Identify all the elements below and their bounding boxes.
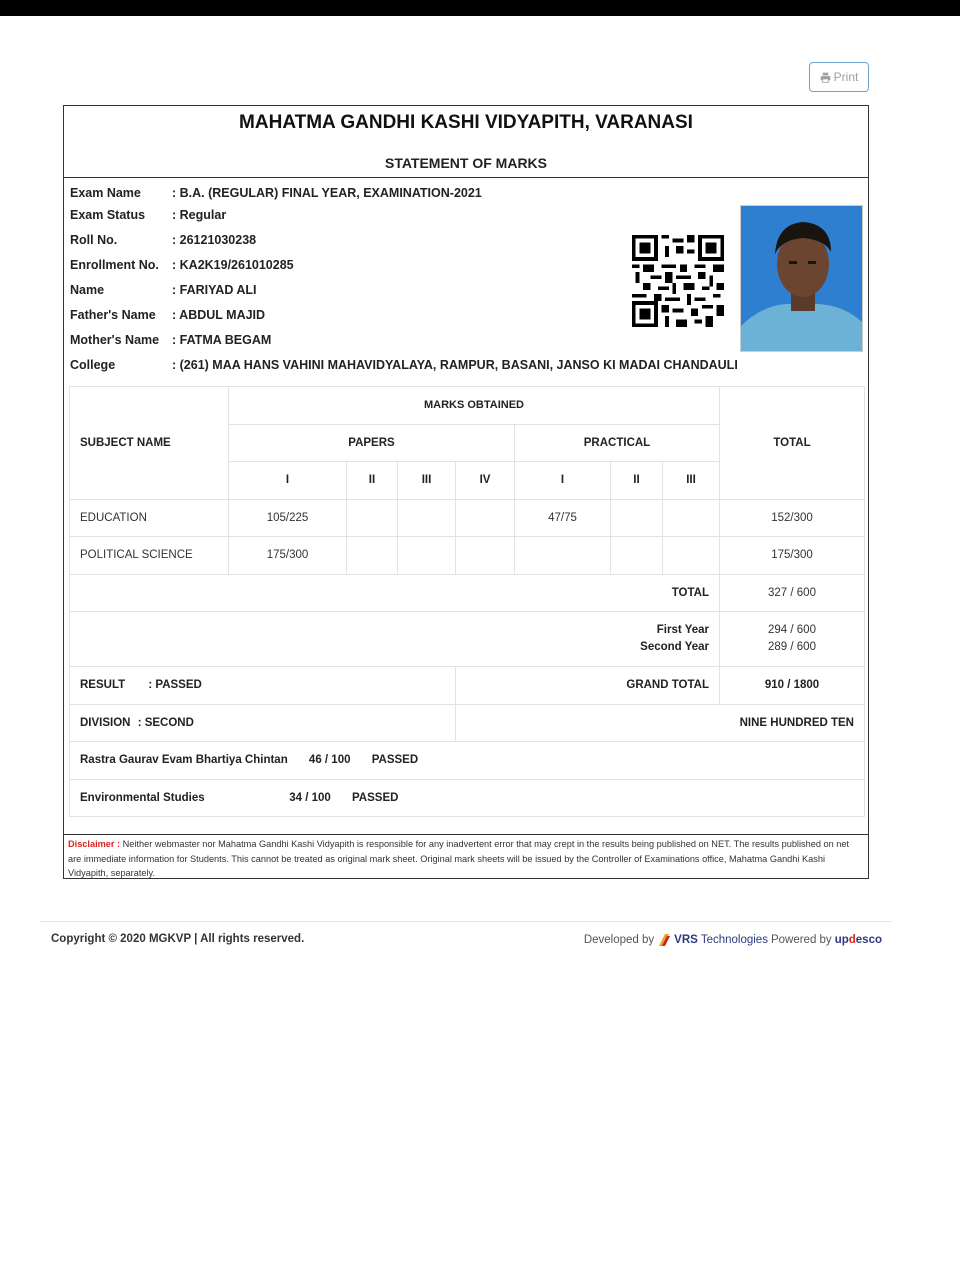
info-enrollment-no: Enrollment No. : KA2K19/261010285	[70, 258, 294, 272]
print-label: Print	[833, 70, 859, 84]
paper-2-marks	[347, 499, 398, 537]
paper-2-marks	[347, 537, 398, 575]
paper-3-marks	[398, 537, 456, 575]
total-value: 327 / 600	[720, 574, 865, 612]
print-button[interactable]	[809, 62, 869, 92]
vrs-logo-icon	[657, 933, 671, 947]
copyright-text: Copyright © 2020 MGKVP | All rights reserved.	[51, 933, 305, 945]
header-practical-3: III	[663, 462, 720, 500]
extra-subject-row	[70, 742, 865, 780]
division-value: SECOND	[144, 716, 194, 729]
practical-2-marks	[611, 499, 663, 537]
header-practical-2: II	[611, 462, 663, 500]
extra-subject-name: Environmental Studies	[80, 791, 205, 804]
student-info	[64, 178, 868, 386]
disclaimer-label: Disclaimer :	[68, 839, 121, 849]
extra-subject-status: PASSED	[351, 791, 399, 804]
info-father-name: Father's Name : ABDUL MAJID	[70, 308, 265, 322]
table-row	[70, 499, 865, 537]
marksheet	[63, 105, 869, 879]
statement-title: STATEMENT OF MARKS	[64, 143, 868, 178]
footer-divider	[40, 921, 892, 922]
marks-table	[69, 386, 865, 817]
practical-1-marks	[515, 537, 611, 575]
vrs-link[interactable]: VRS	[674, 934, 698, 946]
top-bar	[0, 0, 960, 16]
updesco-logo-icon: d	[848, 934, 856, 946]
disclaimer	[64, 834, 868, 883]
updesco-link[interactable]: updesco	[834, 934, 882, 946]
student-photo-image	[741, 206, 863, 352]
vrs-technologies: Technologies	[700, 934, 768, 946]
grand-total-value: 910 / 1800	[720, 667, 865, 705]
extra-subject-marks: 46 / 100	[308, 754, 351, 767]
subject-total: 175/300	[720, 537, 865, 575]
paper-1-marks: 175/300	[229, 537, 347, 575]
paper-3-marks	[398, 499, 456, 537]
paper-4-marks	[456, 499, 515, 537]
first-year-label: First Year	[656, 624, 709, 636]
result-value: PASSED	[155, 679, 202, 692]
powered-by-label: Powered by	[770, 934, 832, 946]
info-exam-status: Exam Status : Regular	[70, 208, 226, 222]
university-title: MAHATMA GANDHI KASHI VIDYAPITH, VARANASI	[239, 112, 693, 133]
practical-3-marks	[663, 537, 720, 575]
info-roll-no: Roll No. : 26121030238	[70, 233, 256, 247]
first-year-value: 294 / 600	[768, 624, 816, 636]
extra-subject-marks: 34 / 100	[289, 791, 331, 804]
header-marks-obtained: MARKS OBTAINED	[229, 387, 720, 425]
info-college: College : (261) MAA HANS VAHINI MAHAVIDYALAYA, RAMPUR, BASANI, JANSO KI MADAI CHANDAULI	[70, 358, 738, 372]
table-row	[70, 537, 865, 575]
header-paper-3: III	[398, 462, 456, 500]
header-practical-1: I	[515, 462, 611, 500]
result-row: RESULT : PASSED GRAND TOTAL 910 / 1800	[70, 667, 865, 705]
division-label: DIVISION	[80, 716, 131, 729]
info-exam-name: Exam Name : B.A. (REGULAR) FINAL YEAR, EXAMINATION-2021	[70, 186, 482, 200]
second-year-value: 289 / 600	[768, 641, 816, 653]
total-label: TOTAL	[70, 574, 720, 612]
developed-by-label: Developed by	[583, 934, 655, 946]
header-paper-1: I	[229, 462, 347, 500]
header-subject-name: SUBJECT NAME	[70, 387, 229, 500]
developer-credit	[584, 933, 882, 947]
total-row	[70, 574, 865, 612]
student-photo	[740, 205, 863, 352]
printer-icon	[820, 72, 831, 83]
subject-total: 152/300	[720, 499, 865, 537]
info-name: Name : FARIYAD ALI	[70, 283, 257, 297]
header-total: TOTAL	[720, 387, 865, 500]
practical-3-marks	[663, 499, 720, 537]
subject-name: EDUCATION	[70, 499, 229, 537]
disclaimer-text: Neither webmaster nor Mahatma Gandhi Kashi Vidyapith is responsible for any inadvertent error that may crept in the results being published on NET. The results published on net are immediate information for Students. This cannot be treated as original mark sheet. Original mark sheets will be issued by the Controller of Examinations office, Mahatma Gandhi Kashi Vidyapith, separately.	[68, 839, 850, 878]
yearwise-row	[70, 612, 865, 667]
extra-subject-status: PASSED	[371, 754, 419, 767]
header-paper-4: IV	[456, 462, 515, 500]
header-practical: PRACTICAL	[515, 424, 720, 462]
division-row: DIVISION : SECOND NINE HUNDRED TEN	[70, 704, 865, 742]
header-paper-2: II	[347, 462, 398, 500]
second-year-label: Second Year	[640, 641, 709, 653]
practical-1-marks: 47/75	[515, 499, 611, 537]
extra-subject-name: Rastra Gaurav Evam Bhartiya Chintan	[80, 754, 288, 767]
paper-4-marks	[456, 537, 515, 575]
subject-name: POLITICAL SCIENCE	[70, 537, 229, 575]
extra-subject-row	[70, 779, 865, 817]
practical-2-marks	[611, 537, 663, 575]
info-mother-name: Mother's Name : FATMA BEGAM	[70, 333, 271, 347]
grand-total-label: GRAND TOTAL	[456, 667, 720, 705]
result-label: RESULT	[80, 679, 126, 692]
grand-total-words: NINE HUNDRED TEN	[456, 704, 865, 742]
paper-1-marks: 105/225	[229, 499, 347, 537]
header-papers: PAPERS	[229, 424, 515, 462]
qr-code	[632, 235, 724, 327]
